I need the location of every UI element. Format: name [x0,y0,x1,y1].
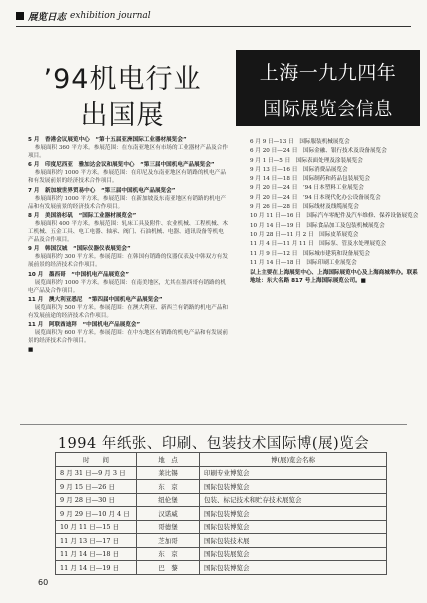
cell-place: 纽伦堡 [137,493,200,507]
exhibition-schedule-item: 9 月 13 日—16 日 国际消费品展览会 [250,166,348,173]
cell-place: 莱比锡 [137,466,200,480]
right-title-line-2: 国际展览会信息 [263,99,393,120]
cell-fair-name: 国际包装博览会 [200,480,387,494]
table-header-row [56,453,387,467]
exhibition-entry [28,271,228,295]
exhibition-entry [28,187,228,211]
exhibition-schedule-item: 10 月 14 日—19 日 国际食品加工及包装机械展览会 [250,222,385,229]
cell-time: 8 月 31 日—9 月 3 日 [56,466,137,480]
exhibition-schedule-item: 11 月 4 日—11 月 11 日 国际泵、管及水处理展览会 [250,241,387,248]
table-row [56,561,387,575]
table-row [56,547,387,561]
exhibition-entry-heading: 10 月 墨西哥 “中国机电产品展览会” [28,271,129,278]
cell-time: 11 月 13 日—17 日 [56,534,137,548]
fairs-table [55,452,387,575]
cell-fair-name: 印刷专业博览会 [200,466,387,480]
exhibition-entry-body: 参展面积 360 平方米。参展范围：在东南亚地区有市场的工业器材产品及合作项目。 [28,145,228,160]
exhibition-schedule-item: 10 月 28 日—11 月 2 日 国际皮革展览会 [250,231,359,238]
exhibition-entry-body: 参展面积约 1000 平方米。参展范围：在新加坡及东南亚地区有销路的机电产品和有发展前景的经济技术合作项目。 [28,195,226,210]
section-title-cn: 展览日志 [28,12,67,23]
left-article-title [20,62,225,134]
end-mark: ■ [28,347,34,354]
table-row [56,534,387,548]
exhibition-schedule-item: 9 月 14 日—18 日 国际制药和药品包装展览会 [250,176,371,183]
venue-note: 以上主要在上海展览中心、上海国际展览中心及上海商城举办。联系地址：东大名路 817 号上海国际展览公司。■ [250,270,418,285]
header-fair-name: 博(展)览会名称 [200,453,387,467]
cell-place: 汉诺威 [137,507,200,521]
square-bullet-icon [16,12,24,20]
cell-fair-name: 国际包装技术展 [200,534,387,548]
cell-time: 11 月 14 日—19 日 [56,561,137,575]
exhibition-entry [28,136,228,160]
exhibition-schedule-item: 11 月 14 日—18 日 国际印刷工业展览会 [250,259,357,266]
cell-fair-name: 国际包装博览会 [200,561,387,575]
exhibition-entry-heading: 11 月 澳大利亚悉尼 “第四届中国机电产品展览会” [28,296,163,303]
exhibition-schedule-item: 9 月 1 日—5 日 国际表面处理及涂装展览会 [250,157,363,164]
header-place: 地 点 [137,453,200,467]
cell-fair-name: 包装、标记技术和贮存技术展览会 [200,493,387,507]
section-divider [20,424,407,425]
exhibition-schedule-item: 9 月 26 日—28 日 国际线材及线缆展览会 [250,204,359,211]
exhibition-schedule-item: 9 月 20 日—24 日 ’94 日本现代化办公设备展览会 [250,194,381,201]
exhibition-entry-body: 展览面积约 1000 平方米。参展范围：在南美地区，尤其在墨西哥有销路的机电产品及合作项目。 [28,279,226,294]
cell-fair-name: 国际包装展览会 [200,547,387,561]
section-title-en: exhibition journal [70,11,151,21]
cell-time: 9 月 29 日—10 月 4 日 [56,507,137,521]
exhibition-entry [28,161,228,185]
exhibition-entry-heading: 8 月 美国洛杉矶 “国际工业器材展览会” [28,212,137,219]
exhibition-entry-body: 参展面积 400 平方米。参展范围：轧床工具及附件、农业机械、工程机械、木工机械、五金工具、电工电器、轴承、阀门、石油机械、电器、通讯设备等机电产品及合作项目。 [28,220,228,244]
cell-place: 东 京 [137,547,200,561]
cell-fair-name: 国际包装博览会 [200,507,387,521]
exhibition-schedule-item: 6 月 9 日—13 日 国际服装机械展览会 [250,139,350,145]
left-title-line-2: 出国展 [80,100,165,131]
right-article-banner [236,50,420,126]
table-row [56,480,387,494]
cell-place: 巴 黎 [137,561,200,575]
cell-time: 11 月 14 日—18 日 [56,547,137,561]
exhibition-entry [28,296,228,320]
exhibition-entry-body: 参展面积约 300 平方米。参展范围：在韩国有销路的仪器仪表及中韩双方有发展前景的经济技术合作项目。 [28,254,228,269]
exhibition-schedule-item: 6 月 20 日—24 日 国际金融、银行技术及设备展览会 [250,148,387,155]
cell-time: 9 月 28 日—30 日 [56,493,137,507]
exhibition-entry-heading: 9 月 韩国汉城 “国际仪器仪表展览会” [28,246,131,253]
section-header [16,8,151,24]
exhibition-entry-body: 展览面积为 500 平方米。参展范围：在澳大利亚、新西兰有销路的机电产品和有发展前途的经济技术合作项目。 [28,304,228,319]
table-row [56,507,387,521]
exhibition-entry [28,212,228,244]
exhibition-entry-body: 参展面积约 1000 平方米。参展范围：在印尼及东南亚地区有销路的机电产品和有发展前景的经济技术合作项目。 [28,170,226,185]
cell-place: 东 京 [137,480,200,494]
exhibition-entry-heading: 6 月 印度尼西亚 雅加达会议和展览中心 “第三届中国机电产品展览会” [28,162,215,169]
header-rule [16,26,411,27]
exhibition-entry [28,245,228,269]
left-title-line-1: ’94机电行业 [43,64,202,95]
right-column-text [250,138,422,286]
exhibition-entry-heading: 5 月 香港会议展览中心 “第十五届亚洲国际工业器材展览会” [28,137,187,143]
cell-place: 哥德堡 [137,520,200,534]
table-title: 1994 年纸张、印刷、包装技术国际博(展)览会 [57,436,370,452]
exhibition-schedule-item: 9 月 20 日—24 日 ’94 日本塑料工业展览会 [250,185,364,192]
exhibition-entry-body: 展览面积为 600 平方米。参展范围：在中东地区有销路的机电产品和有发展前景的经济技术合作项目。 [28,330,228,345]
cell-fair-name: 国际包装博览会 [200,520,387,534]
cell-time: 9 月 15 日—26 日 [56,480,137,494]
exhibition-entry [28,321,228,345]
exhibition-schedule-item: 11 月 9 日—12 日 国际城市建筑和设备展览会 [250,250,371,257]
exhibition-entry-heading: 7 月 新加坡世界贸易中心 “第三届中国机电产品展览会” [28,187,176,194]
exhibition-entry-heading: 11 月 阿联酋迪拜 “中国机电产品展览会” [28,322,141,329]
table-row [56,520,387,534]
header-time: 时 间 [56,453,137,467]
page-number: 60 [38,578,49,587]
left-column-text [28,136,228,354]
cell-time: 10 月 11 日—15 日 [56,520,137,534]
right-title-line-1: 上海一九九四年 [259,62,397,84]
cell-place: 芝加哥 [137,534,200,548]
table-row [56,493,387,507]
table-row [56,466,387,480]
exhibition-schedule-item: 10 月 11 日—16 日 国际汽车零配件及汽车维修、保养设备展览会 [250,213,419,220]
